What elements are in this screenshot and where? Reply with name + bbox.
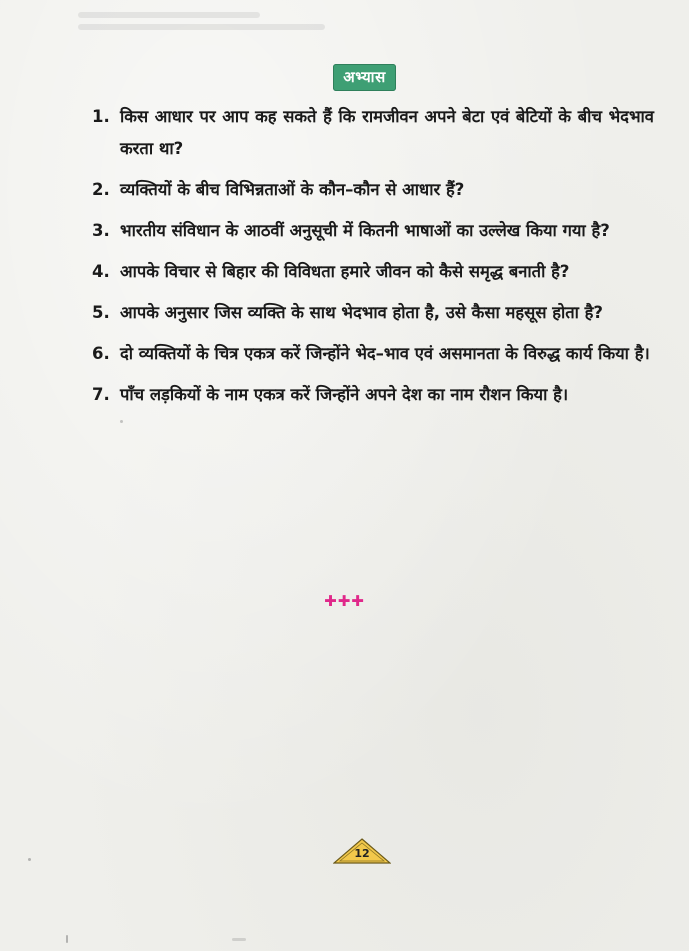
paper-speck: [232, 938, 246, 941]
question-list: [92, 101, 654, 420]
divider-ornament-icon: ✚✚✚: [324, 592, 365, 610]
question-number: 2.: [92, 180, 110, 199]
page-number: 12: [354, 847, 370, 860]
question-text: किस आधार पर आप कह सकते हैं कि रामजीवन अपने बेटा एवं बेटियों के बीच भेदभाव करता था?: [120, 107, 654, 158]
question-text: भारतीय संविधान के आठवीं अनुसूची में कितनी भाषाओं का उल्लेख किया गया है?: [120, 221, 610, 240]
question-item: [92, 215, 654, 247]
question-number: 1.: [92, 107, 110, 126]
question-number: 6.: [92, 344, 110, 363]
question-item: [92, 101, 654, 165]
question-text: व्यक्तियों के बीच विभिन्नताओं के कौन–कौन से आधार हैं?: [120, 180, 465, 199]
question-text: आपके विचार से बिहार की विविधता हमारे जीवन को कैसे समृद्ध बनाती है?: [120, 262, 570, 281]
question-item: [92, 379, 654, 411]
heading-container: [0, 64, 689, 91]
question-item: [92, 174, 654, 206]
paper-speck: [120, 420, 123, 423]
show-through-text: [78, 6, 338, 36]
question-text: आपके अनुसार जिस व्यक्ति के साथ भेदभाव होता है, उसे कैसा महसूस होता है?: [120, 303, 604, 322]
question-number: 7.: [92, 385, 110, 404]
exercise-heading: अभ्यास: [333, 64, 395, 91]
question-number: 3.: [92, 221, 110, 240]
page-number-badge: [333, 838, 391, 864]
question-text: दो व्यक्तियों के चित्र एकत्र करें जिन्होंने भेद–भाव एवं असमानता के विरुद्ध कार्य किया है।: [120, 344, 650, 363]
question-number: 5.: [92, 303, 110, 322]
question-number: 4.: [92, 262, 110, 281]
question-item: [92, 297, 654, 329]
paper-speck: [28, 858, 31, 861]
question-item: [92, 338, 654, 370]
question-item: [92, 256, 654, 288]
question-text: पाँच लड़कियों के नाम एकत्र करें जिन्होंने अपने देश का नाम रौशन किया है।: [120, 385, 569, 404]
paper-speck: [66, 935, 68, 943]
